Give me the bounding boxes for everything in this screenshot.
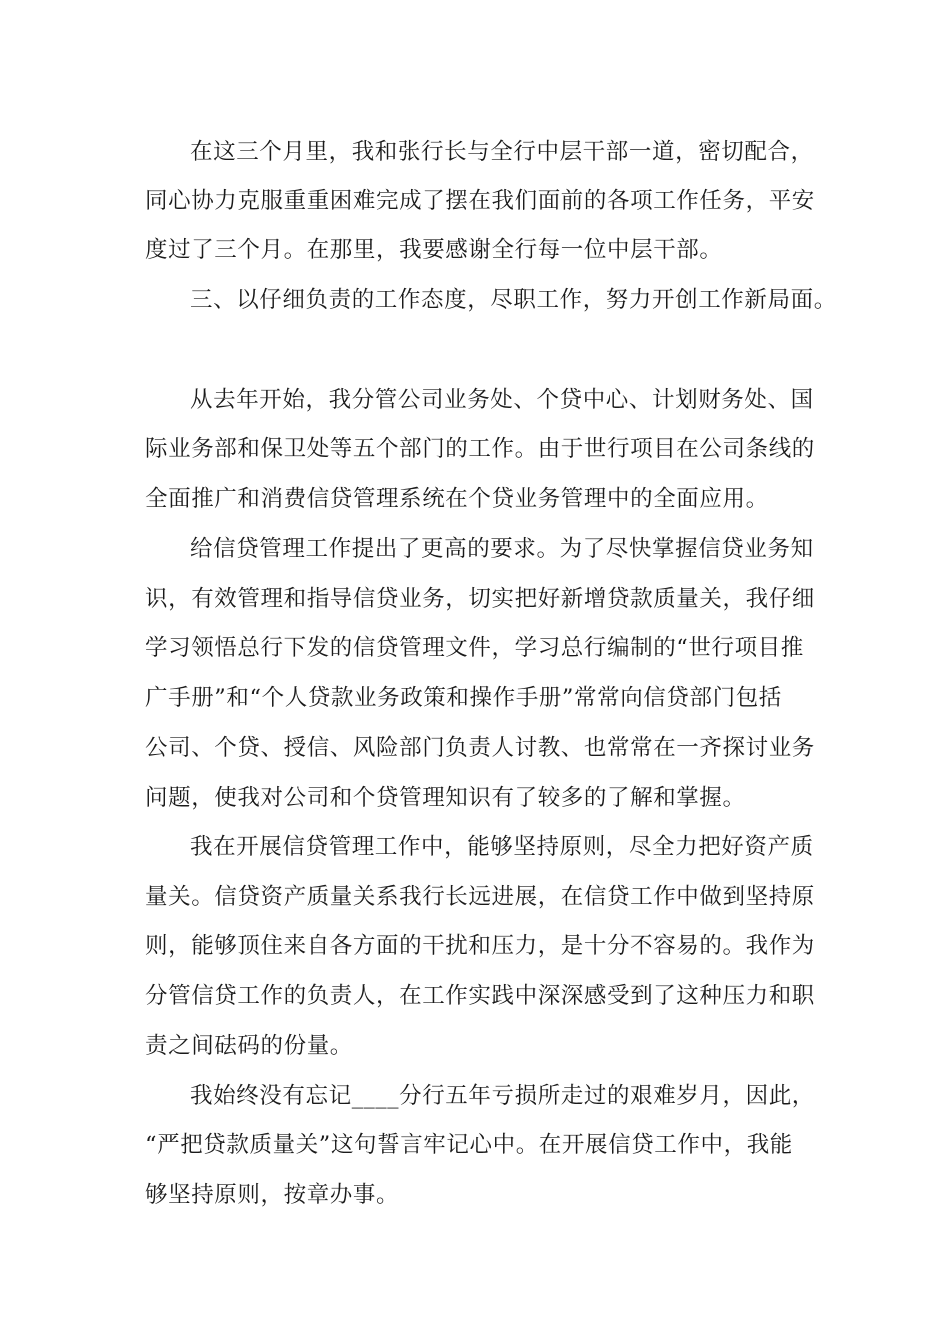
paragraph-4-line-4: 广手册”和“个人贷款业务政策和操作手册”常常向信贷部门包括 [145, 685, 782, 711]
paragraph-6-line-2: “严把贷款质量关”这句誓言牢记心中。在开展信贷工作中，我能 [145, 1132, 793, 1158]
paragraph-6-line-1: 我始终没有忘记____分行五年亏损所走过的艰难岁月，因此， [190, 1083, 815, 1109]
paragraph-1-line-3: 度过了三个月。在那里，我要感谢全行每一位中层干部。 [145, 237, 723, 263]
paragraph-4-line-2: 识，有效管理和指导信贷业务，切实把好新增贷款质量关，我仔细 [145, 586, 815, 612]
paragraph-4-line-1: 给信贷管理工作提出了更高的要求。为了尽快掌握信贷业务知 [190, 536, 814, 562]
paragraph-4-line-5: 公司、个贷、授信、风险部门负责人讨教、也常常在一齐探讨业务 [145, 735, 815, 761]
paragraph-4-line-6: 问题，使我对公司和个贷管理知识有了较多的了解和掌握。 [145, 785, 746, 811]
paragraph-5-line-3: 则，能够顶住来自各方面的干扰和压力，是十分不容易的。我作为 [145, 933, 815, 959]
paragraph-1-line-1: 在这三个月里，我和张行长与全行中层干部一道，密切配合， [190, 139, 814, 165]
paragraph-5-line-2: 量关。信贷资产质量关系我行长远进展，在信贷工作中做到坚持原 [145, 884, 815, 910]
paragraph-1-line-2: 同心协力克服重重困难完成了摆在我们面前的各项工作任务，平安 [145, 188, 815, 214]
paragraph-3-line-3: 全面推广和消费信贷管理系统在个贷业务管理中的全面应用。 [145, 486, 769, 512]
paragraph-5-line-4: 分管信贷工作的负责人，在工作实践中深深感受到了这种压力和职 [145, 983, 815, 1009]
paragraph-6-line-3: 够坚持原则，按章办事。 [145, 1182, 400, 1208]
paragraph-3-line-2: 际业务部和保卫处等五个部门的工作。由于世行项目在公司条线的 [145, 436, 815, 462]
paragraph-5-line-5: 责之间砝码的份量。 [145, 1033, 353, 1059]
paragraph-3-line-1: 从去年开始，我分管公司业务处、个贷中心、计划财务处、国 [190, 387, 814, 413]
section-heading-3: 三、以仔细负责的工作态度，尽职工作，努力开创工作新局面。 [190, 287, 837, 313]
paragraph-4-line-3: 学习领悟总行下发的信贷管理文件，学习总行编制的“世行项目推 [145, 635, 804, 661]
paragraph-5-line-1: 我在开展信贷管理工作中，能够坚持原则，尽全力把好资产质 [190, 834, 814, 860]
